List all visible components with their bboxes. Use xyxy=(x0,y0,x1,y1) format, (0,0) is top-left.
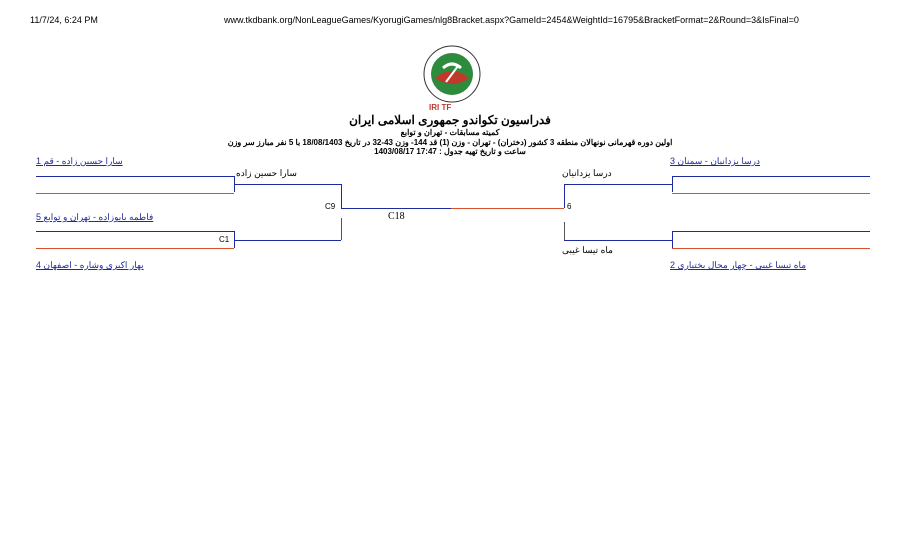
player-3-link[interactable]: درسا یزدانیان - سمنان 3 xyxy=(670,156,761,166)
match-code-c1: C1 xyxy=(219,235,230,244)
right-winner-top-line xyxy=(564,184,672,185)
player-2-connector xyxy=(672,231,673,248)
player-1-link[interactable]: سارا حسین زاده - قم 1 xyxy=(36,156,123,166)
player-2-line xyxy=(672,231,870,232)
player-4-line-red xyxy=(36,248,234,249)
player-3-line-red xyxy=(672,193,870,194)
left-winner-connector xyxy=(341,184,342,208)
print-url: www.tkdbank.org/NonLeagueGames/KyorugiGames/nlg8Bracket.aspx?GameId=2454&WeightId=16795&BracketFormat=2&Round=3&IsFinal=0 xyxy=(224,15,799,25)
player-2-link[interactable]: ماه تیسا غیبی - چهار محال بختیاری 2 xyxy=(670,260,807,270)
print-datetime: 11/7/24, 6:24 PM xyxy=(30,15,98,25)
prepared-timestamp: ساعت و تاریخ تهیه جدول : 17:47 1403/08/17 xyxy=(374,147,526,156)
left-winner-top-name: سارا حسین زاده xyxy=(236,168,297,178)
right-winner-bottom-name: ماه تیسا غیبی xyxy=(562,245,613,255)
left-winner-top-line xyxy=(234,184,341,185)
right-winner-connector xyxy=(564,184,565,208)
player-5-link[interactable]: فاطمه بابوزاده - تهران و توابع 5 xyxy=(36,212,154,222)
right-winner-bottom-connector xyxy=(564,222,565,240)
right-winner-bottom-line xyxy=(564,240,672,241)
player-1-line xyxy=(36,176,234,177)
logo-caption: IRI TF xyxy=(429,103,452,112)
left-winner-bottom-line xyxy=(234,240,341,241)
match-code-c9: C9 xyxy=(325,202,336,211)
player-5-line xyxy=(36,231,234,232)
committee-subtitle: کمیته مسابقات - تهران و توابع xyxy=(400,128,500,137)
player-3-connector xyxy=(672,176,673,192)
player-1-line-red xyxy=(36,193,234,194)
left-winner-bottom-connector xyxy=(341,218,342,240)
final-line-blue xyxy=(341,208,451,209)
event-description: اولین دوره قهرمانی نونهالان منطقه 3 کشور (دختران) - تهران - وزن (1) قد 144- وزن 43-32 در تاریخ 18/08/1403 با 5 نفر مبارز سر وزن xyxy=(227,138,673,147)
final-match-code: C18 xyxy=(388,211,405,222)
final-line-red xyxy=(451,208,564,209)
page-title: فدراسیون تکواندو جمهوری اسلامی ایران xyxy=(349,113,551,127)
federation-logo xyxy=(416,44,488,112)
right-winner-top-name: درسا یزدانیان xyxy=(562,168,612,178)
match-code-6: 6 xyxy=(567,202,572,211)
player-4-link[interactable]: بهار اکبری وشاره - اصفهان 4 xyxy=(36,260,144,270)
player-3-line xyxy=(672,176,870,177)
player-2-line-red xyxy=(672,248,870,249)
